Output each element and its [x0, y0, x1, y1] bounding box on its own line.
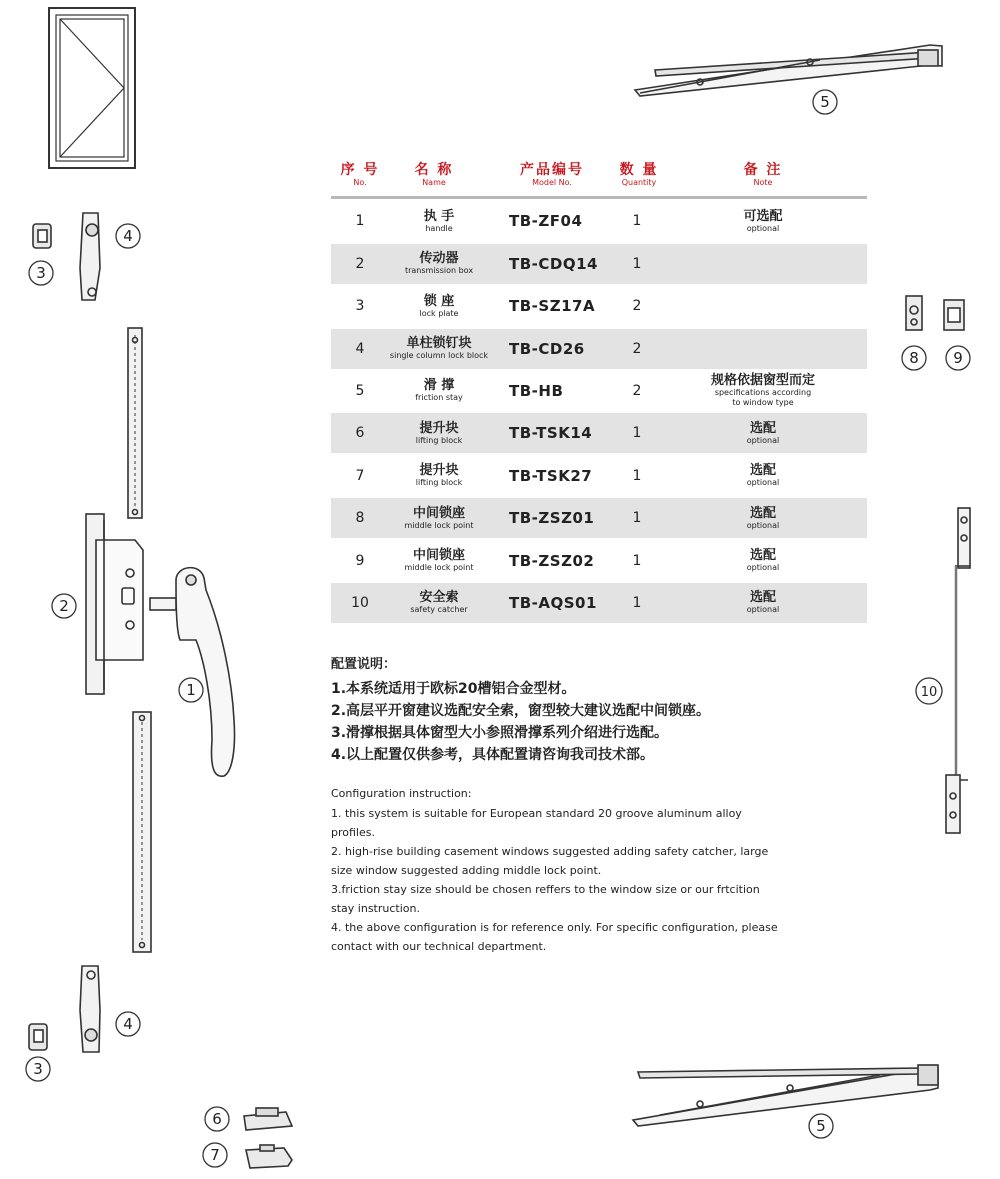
- row-number: 7: [355, 467, 365, 484]
- table-row: [331, 413, 867, 453]
- note: [663, 201, 863, 241]
- part-name-en: handle: [425, 223, 453, 233]
- part-name-en: lock plate: [419, 308, 459, 318]
- notes-cn-line: 2.高层平开窗建议选配安全索，窗型较大建议选配中间锁座。: [331, 703, 711, 719]
- note-en-2: to window type: [732, 398, 794, 408]
- handle: [150, 568, 235, 777]
- note: [663, 583, 863, 623]
- upper-rod: [128, 328, 142, 518]
- part-name-en: friction stay: [415, 393, 463, 403]
- notes-en-line: 3.friction stay size should be chosen reffers to the window size or our frtcition: [331, 883, 760, 896]
- part-name-zh: 单柱锁钉块: [406, 336, 472, 352]
- part-name: [369, 286, 509, 326]
- quantity: 1: [632, 425, 642, 442]
- header-name: 名 称 Name: [414, 162, 454, 187]
- quantity: 1: [632, 552, 642, 569]
- part-name: [369, 498, 509, 538]
- lock-plate-bottom: [29, 1024, 47, 1050]
- callout-5-top: 5: [820, 93, 830, 111]
- part-name-en: single column lock block: [389, 351, 489, 361]
- note-en: optional: [746, 435, 780, 445]
- lock-block-top: [80, 213, 100, 300]
- part-name-zh: 中间锁座: [412, 505, 465, 521]
- quantity: 1: [632, 213, 642, 230]
- part-name-zh: 滑 撑: [423, 378, 455, 394]
- notes-en-line: 4. the above configuration is for reference only. For specific configuration, please: [331, 921, 778, 934]
- callout-9: 9: [953, 349, 963, 367]
- model-number: TB-ZSZ02: [509, 551, 595, 570]
- safety-catcher: [946, 508, 970, 833]
- quantity: 1: [632, 594, 642, 611]
- note: [663, 244, 863, 284]
- quantity: 1: [632, 255, 642, 272]
- part-name-en: lifting block: [415, 478, 463, 488]
- notes-cn-line: 4.以上配置仅供参考，具体配置请咨询我司技术部。: [331, 747, 655, 763]
- quantity: 1: [632, 467, 642, 484]
- header-model: 产品编号 Model No.: [520, 162, 584, 187]
- parts-table: [331, 160, 867, 623]
- note-zh: 选配: [749, 548, 776, 564]
- table-body: [331, 201, 867, 623]
- part-name: [369, 201, 509, 241]
- part-name: [369, 413, 509, 453]
- notes-cn-line: 3.滑撑根据具体窗型大小参照滑撑系列介绍进行选配。: [331, 725, 669, 741]
- note-zh: 规格依据窗型而定: [710, 373, 815, 389]
- part-name-zh: 提升块: [419, 420, 459, 436]
- config-notes-en: [331, 787, 821, 956]
- part-name-en: safety catcher: [410, 605, 468, 615]
- note-en: optional: [746, 223, 780, 233]
- model-number: TB-TSK14: [509, 424, 593, 443]
- note-en: optional: [746, 605, 780, 615]
- row-number: 5: [355, 382, 365, 399]
- row-number: 4: [355, 340, 365, 357]
- friction-stay-top: [635, 45, 942, 96]
- quantity: 2: [632, 298, 642, 315]
- notes-en-line: stay instruction.: [331, 902, 420, 915]
- table-row: [331, 583, 867, 623]
- note: [663, 329, 863, 369]
- note-en: specifications according: [714, 388, 812, 398]
- note-zh: 选配: [749, 420, 776, 436]
- row-number: 6: [355, 425, 365, 442]
- part-name-en: middle lock point: [404, 520, 474, 530]
- row-number: 2: [355, 255, 365, 272]
- notes-en-title: Configuration instruction:: [331, 787, 472, 800]
- note-en: optional: [746, 520, 780, 530]
- callout-3-bottom: 3: [33, 1060, 43, 1078]
- callout-3-top: 3: [36, 264, 46, 282]
- callout-5-bottom: 5: [816, 1117, 826, 1135]
- part-name-en: lifting block: [415, 435, 463, 445]
- table-header: [331, 160, 867, 199]
- note: [663, 286, 863, 326]
- part-name: [369, 541, 509, 581]
- callout-4-bottom: 4: [123, 1015, 133, 1033]
- row-number: 3: [355, 298, 365, 315]
- header-no: 序 号 No.: [340, 162, 380, 187]
- part-name: [369, 329, 509, 369]
- part-name: [369, 583, 509, 623]
- note: [663, 456, 863, 496]
- part-name: [369, 371, 509, 411]
- header-note: 备 注 Note: [743, 162, 783, 187]
- part-name-zh: 传动器: [419, 251, 459, 267]
- lifting-block-6: [244, 1108, 292, 1130]
- middle-lock-point-9: [944, 300, 964, 330]
- part-name-zh: 提升块: [419, 463, 459, 479]
- callout-4-top: 4: [123, 227, 133, 245]
- part-name: [369, 456, 509, 496]
- model-number: TB-TSK27: [509, 466, 593, 485]
- part-name-en: middle lock point: [404, 563, 474, 573]
- model-number: TB-CDQ14: [509, 254, 598, 273]
- row-number: 10: [351, 594, 369, 611]
- header-quantity: 数 量 Quantity: [619, 162, 659, 187]
- notes-cn-title: 配置说明：: [331, 657, 397, 672]
- table-row: [331, 286, 867, 326]
- note-en: optional: [746, 563, 780, 573]
- model-number: TB-SZ17A: [509, 297, 596, 316]
- quantity: 1: [632, 510, 642, 527]
- note-zh: 选配: [749, 590, 776, 606]
- note: [663, 498, 863, 538]
- note-en: optional: [746, 478, 780, 488]
- transmission-box: [86, 514, 143, 694]
- part-name-zh: 安全索: [419, 590, 459, 606]
- table-row: [331, 371, 867, 411]
- table-row: [331, 329, 867, 369]
- callout-1: 1: [186, 681, 196, 699]
- table-row: [331, 244, 867, 284]
- table-row: [331, 498, 867, 538]
- callout-2: 2: [59, 597, 69, 615]
- quantity: 2: [632, 340, 642, 357]
- callout-10: 10: [920, 685, 938, 700]
- notes-en-line: size window suggested adding middle lock point.: [331, 864, 602, 877]
- notes-en-line: 1. this system is suitable for European standard 20 groove aluminum alloy: [331, 807, 742, 820]
- callout-7: 7: [210, 1146, 220, 1164]
- lock-plate-top: [33, 224, 51, 248]
- part-name-zh: 锁 座: [423, 293, 455, 309]
- model-number: TB-ZSZ01: [509, 509, 595, 528]
- notes-cn-line: 1.本系统适用于欧标20槽铝合金型材。: [331, 681, 576, 697]
- part-name-zh: 中间锁座: [412, 548, 465, 564]
- notes-en-line: 2. high-rise building casement windows suggested adding safety catcher, large: [331, 845, 769, 858]
- lower-rod: [133, 712, 151, 952]
- note-zh: 可选配: [743, 208, 783, 224]
- row-number: 1: [355, 213, 365, 230]
- model-number: TB-ZF04: [509, 212, 583, 231]
- lifting-block-7: [246, 1145, 292, 1168]
- lock-block-bottom: [80, 966, 100, 1052]
- row-number: 9: [355, 552, 365, 569]
- callout-8: 8: [909, 349, 919, 367]
- part-name-en: transmission box: [404, 266, 474, 276]
- config-notes-cn: [331, 653, 871, 766]
- note: [663, 413, 863, 453]
- window-icon: [49, 8, 135, 168]
- table-row: [331, 201, 867, 241]
- part-name-zh: 执 手: [423, 208, 455, 224]
- model-number: TB-HB: [509, 381, 564, 400]
- model-number: TB-CD26: [509, 339, 585, 358]
- note-zh: 选配: [749, 463, 776, 479]
- row-number: 8: [355, 510, 365, 527]
- part-name: [369, 244, 509, 284]
- notes-en-line: profiles.: [331, 826, 375, 839]
- note: [663, 371, 863, 411]
- note: [663, 541, 863, 581]
- table-row: [331, 456, 867, 496]
- note-zh: 选配: [749, 505, 776, 521]
- middle-lock-point-8: [906, 296, 922, 330]
- model-number: TB-AQS01: [509, 593, 597, 612]
- notes-en-line: contact with our technical department.: [331, 940, 547, 953]
- callout-6: 6: [212, 1110, 222, 1128]
- table-row: [331, 541, 867, 581]
- friction-stay-bottom: [633, 1065, 938, 1126]
- quantity: 2: [632, 382, 642, 399]
